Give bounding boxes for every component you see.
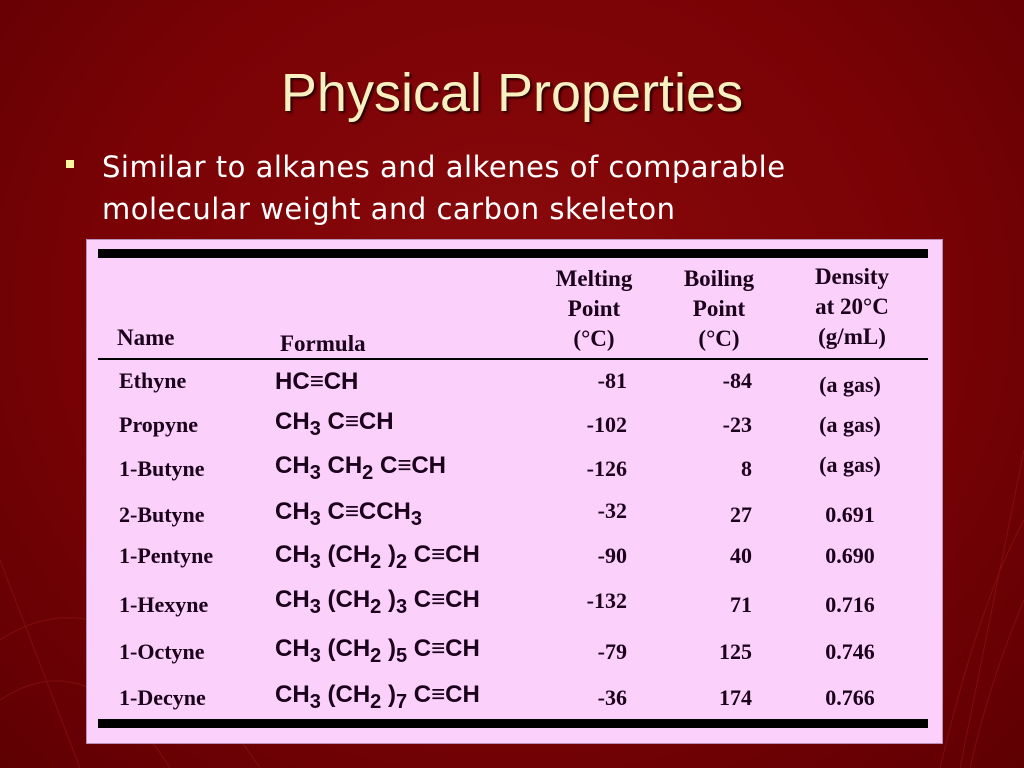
- table-top-rule: [98, 249, 928, 258]
- table-row: [87, 498, 942, 538]
- row-density: 0.691: [825, 502, 875, 527]
- table-header-rule: [98, 358, 928, 360]
- header-melting-line-3: (°C): [573, 326, 615, 351]
- row-density: 0.746: [825, 639, 875, 664]
- row-boiling-point: 40: [730, 543, 752, 568]
- square-bullet-icon: [66, 160, 74, 168]
- header-melting-point: [539, 264, 649, 354]
- row-name: 1-Decyne: [119, 685, 206, 710]
- table-row: [87, 408, 942, 448]
- row-name: 2-Butyne: [119, 502, 205, 527]
- header-melting-line-1: Melting: [555, 266, 633, 291]
- header-boiling-line-3: (°C): [698, 326, 740, 351]
- row-boiling-point: 174: [719, 685, 752, 710]
- row-formula: $CH_3$ C≡CH: [275, 408, 394, 440]
- table-row: [87, 586, 942, 630]
- slide-title: Physical Properties: [280, 63, 744, 123]
- header-melting-line-2: Point: [567, 296, 621, 321]
- row-melting-point: -126: [586, 456, 627, 481]
- row-formula: HC≡CH: [275, 368, 359, 395]
- row-formula: $CH_3$ ($CH_2$ )$_2$ C≡CH: [275, 541, 480, 573]
- header-name: Name: [117, 325, 175, 350]
- row-name: 1-Butyne: [119, 456, 205, 481]
- row-density: 0.766: [825, 685, 875, 710]
- row-melting-point: -81: [597, 368, 627, 393]
- header-boiling-point: [664, 264, 774, 354]
- table-row: [87, 637, 942, 677]
- row-formula: $CH_3$ $C\equiv CCH_3$: [275, 498, 422, 530]
- row-melting-point: -90: [597, 543, 627, 568]
- row-density: (a gas): [819, 452, 881, 477]
- row-formula: $CH_3$ ($CH_2$ )$_7$ C≡CH: [275, 681, 480, 713]
- row-name: 1-Octyne: [119, 639, 205, 664]
- header-density: [787, 262, 917, 352]
- header-density-line-2: at 20°C: [815, 294, 889, 319]
- row-melting-point: -32: [597, 498, 627, 523]
- row-name: Propyne: [119, 412, 199, 437]
- row-melting-point: -79: [597, 639, 627, 664]
- header-density-line-1: Density: [814, 264, 890, 289]
- row-name: 1-Hexyne: [119, 592, 209, 617]
- row-formula: $CH_3$ $CH_2$ C≡CH: [275, 452, 447, 484]
- row-boiling-point: -23: [722, 412, 752, 437]
- row-name: Ethyne: [119, 368, 187, 393]
- table-row: [87, 452, 942, 492]
- row-melting-point: -102: [586, 412, 627, 437]
- row-boiling-point: 8: [741, 456, 752, 481]
- row-name: 1-Pentyne: [119, 543, 214, 568]
- header-boiling-line-2: Point: [692, 296, 746, 321]
- bullet-text: Similar to alkanes and alkenes of comparable molecular weight and carbon skeleton: [102, 150, 786, 226]
- row-density: (a gas): [819, 372, 881, 397]
- row-boiling-point: 71: [730, 592, 752, 617]
- table-row: [87, 368, 942, 408]
- header-boiling-line-1: Boiling: [683, 266, 755, 291]
- header-formula: Formula: [280, 331, 366, 356]
- table-row: [87, 541, 942, 581]
- row-density: 0.716: [825, 592, 875, 617]
- table-row: [87, 683, 942, 723]
- row-boiling-point: 125: [719, 639, 752, 664]
- header-density-line-3: (g/mL): [818, 324, 886, 349]
- row-melting-point: -132: [586, 588, 627, 613]
- row-density: 0.690: [825, 543, 875, 568]
- properties-table: [86, 239, 943, 744]
- row-boiling-point: 27: [730, 502, 752, 527]
- row-formula: $CH_3$ ($CH_2$ )$_5$ C≡CH: [275, 635, 480, 667]
- row-melting-point: -36: [597, 685, 627, 710]
- row-boiling-point: -84: [722, 368, 752, 393]
- row-density: (a gas): [819, 412, 881, 437]
- row-formula: $CH_3$ ($CH_2$ )$_3$ C≡CH: [275, 586, 480, 618]
